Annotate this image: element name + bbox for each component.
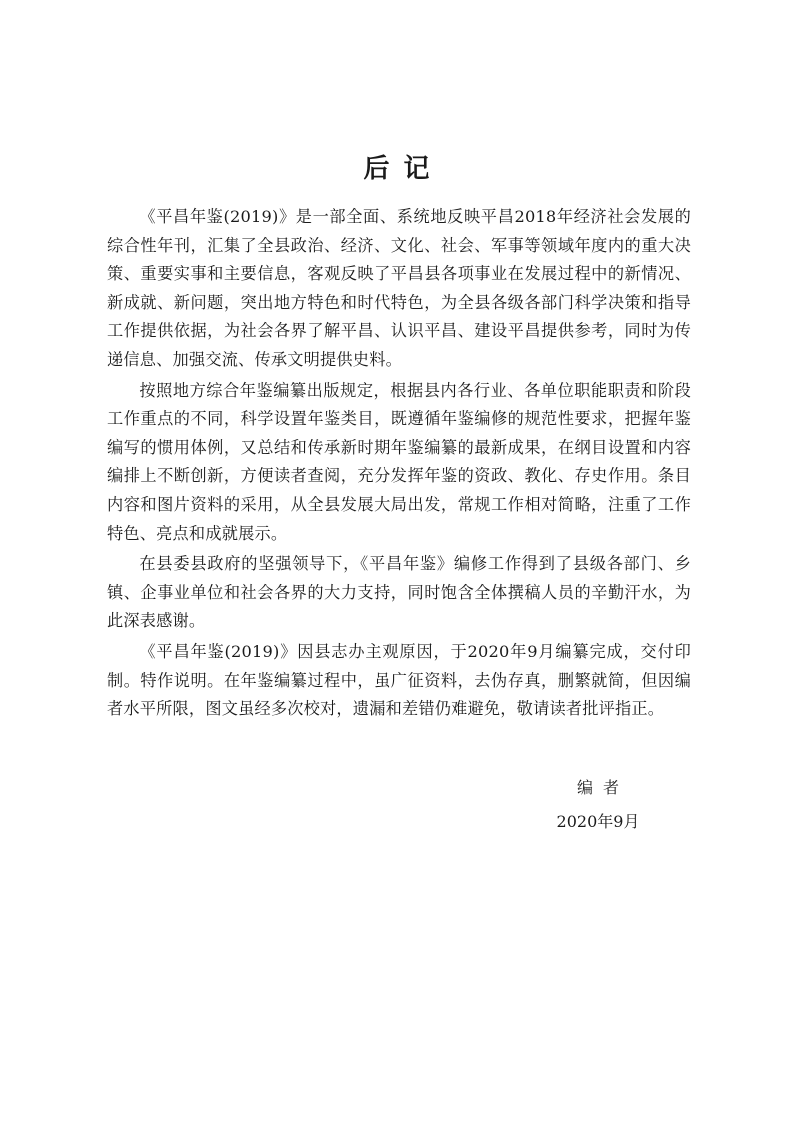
paragraph-2: 按照地方综合年鉴编纂出版规定，根据县内各行业、各单位职能职责和阶段工作重点的不同，科学设置年鉴类目，既遵循年鉴编修的规范性要求，把握年鉴编写的惯用体例，又总结和传承新时期年鉴编纂的最新成果，在纲目设置和内容编排上不断创新，方便读者查阅，充分发挥年鉴的资政、教化、存史作用。条目内容和图片资料的采用，从全县发展大局出发，常规工作相对简略，注重了工作特色、亮点和成就展示。 <box>107 380 691 543</box>
signature-block <box>523 771 673 839</box>
paragraph-4: 《平昌年鉴(2019)》因县志办主观原因，于2020年9月编纂完成，交付印制。特作说明。在年鉴编纂过程中，虽广征资料，去伪存真，删繁就简，但因编者水平所限，图文虽经多次校对，遗漏和差错仍难避免，敬请读者批评指正。 <box>107 641 691 719</box>
signature-date: 2020年9月 <box>556 812 640 831</box>
page-title: 后记 <box>363 154 444 184</box>
paragraph-1: 《平昌年鉴(2019)》是一部全面、系统地反映平昌2018年经济社会发展的综合性年刊，汇集了全县政治、经济、文化、社会、军事等领域年度内的重大决策、重要实事和主要信息，客观反映了平昌县各项事业在发展过程中的新情况、新成就、新问题，突出地方特色和时代特色，为全县各级各部门科学决策和指导工作提供依据，为社会各界了解平昌、认识平昌、建设平昌提供参考，同时为传递信息、加强交流、传承文明提供史料。 <box>107 207 691 369</box>
signature-author: 编者 <box>576 778 629 797</box>
body-text <box>107 203 691 726</box>
paragraph-3: 在县委县政府的坚强领导下，《平昌年鉴》编修工作得到了县级各部门、乡镇、企事业单位和社会各界的大力支持，同时饱含全体撰稿人员的辛勤汗水，为此深表感谢。 <box>107 554 691 631</box>
